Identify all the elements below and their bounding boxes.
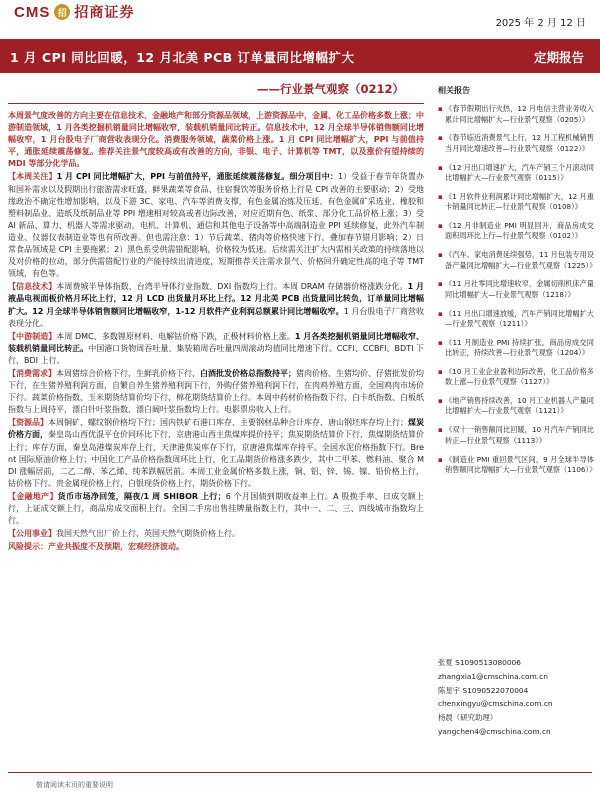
related-report-link[interactable]: 《11 月出口增速放缓，汽车产销同比增幅扩大—行业景气观察（1211）》 xyxy=(445,308,594,328)
logo-text-cn: 招商证券 xyxy=(74,5,135,21)
bullet-icon: ▪ xyxy=(438,308,443,318)
bullet-icon: ▪ xyxy=(438,162,443,172)
bullet-icon: ▪ xyxy=(438,133,443,143)
section-consumption xyxy=(8,368,424,416)
related-report-link[interactable]: 《双十一销售额同比回暖，10 月汽车产销同比转正—行业景气观察（1113）》 xyxy=(445,425,594,445)
brand-logo xyxy=(14,2,134,22)
related-report-link[interactable]: 《制造业 PMI 重回景气区间，9 月全球半导体销售额同比增幅扩大—行业景气观察（1106）》 xyxy=(445,454,597,474)
section-finance xyxy=(8,491,424,527)
section-head: 【金融地产】 xyxy=(8,491,58,501)
related-report-link[interactable]: 《春节假期出行火热，12 月电信主营业务收入累计同比增幅扩大—行业景气观察（0205）》 xyxy=(445,104,594,124)
related-report-item[interactable] xyxy=(438,104,594,125)
analyst-email[interactable]: chenxingyu@cmschina.com.cn xyxy=(438,699,553,709)
report-subtitle: ——行业景气观察（0212） xyxy=(256,82,404,96)
section-head: 【中游制造】 xyxy=(8,331,57,341)
section-head: 【公用事业】 xyxy=(8,529,56,539)
analyst-name: 杨晨（研究助理） xyxy=(438,713,498,723)
related-report-link[interactable]: 《12 月出口增速扩大，汽车产销三个月滚动同比增幅扩大—行业景气观察（0115）》 xyxy=(445,162,594,182)
section-info-tech xyxy=(8,281,424,329)
related-report-link[interactable]: 《12 月非制造业 PMI 明显回升，商品房成交面积周环比上行—行业景气观察（0102）》 xyxy=(445,221,594,241)
page-header xyxy=(0,0,600,30)
analyst-name-cert: 陈星宇 S1090522070004 xyxy=(438,685,529,695)
bullet-icon: ▪ xyxy=(438,396,443,406)
section-text: 本周费城半导体指数、台湾半导体行业指数、DXI 指数均上行。本周 DRAM 存储器价格涨跌分化。 xyxy=(56,282,408,292)
section-bold: 煤炭价格方面， xyxy=(8,418,424,440)
bullet-icon: ▪ xyxy=(438,221,443,231)
related-report-link[interactable]: 《汽车、家电消费延续强势，11 月包装专用设备产量同比增幅扩大—行业景气观察（1225）》 xyxy=(445,250,597,270)
related-report-item[interactable] xyxy=(438,396,594,417)
section-bold: 1 月液晶电视面板价格月环比上行，12 月 LCD 出货量月环比上行。12 月北美 PCB 出货量同比转负，订单量同比增幅扩大。12 月全球半导体销售额同比增幅收窄，1-12 月软件产业利润总额累计同比增幅收窄。 xyxy=(8,282,424,316)
section-text: 6 个月国债到期收益率上行。A 股换手率、日成交额上行，上证成交额上行，商品房成交面积上行。全国二手房出售挂牌量指数上行，其中一、二、三、四线城市指数均上行。 xyxy=(8,491,424,526)
related-report-item[interactable] xyxy=(438,250,597,271)
analyst-info xyxy=(438,656,594,739)
summary-paragraph: 本周景气度改善的方向主要在信息技术、金融地产和部分资源品领域，上游资源品中，金属、化工品价格多数上涨；中游制造领域，1 月各类挖掘机销量同比增幅收窄，装载机销量同比转正。信息技术中，12 月全球半导体销售额同比增幅收窄，1 月台股电子厂商营收表现分化。消费服务领域，蔬菜价格上涨。1 月 CPI 同比增幅扩大，PPI 与前值持平，通胀延续震荡修复。推荐关注景气度较高或有改善的方向，非银、电子、计算机等 TMT，以及涨价有望持续的 MDI 等部分化学品。 xyxy=(8,111,424,169)
related-report-item[interactable] xyxy=(438,309,594,330)
section-head: 【资源品】 xyxy=(8,418,48,428)
section-head: 【信息技术】 xyxy=(8,282,57,292)
section-text: 1）受益于春节年货置办和国补需求以及假期出行旅游需求旺盛，鲜果蔬菜等食品、住宿餐饮等服务价格上行是 CPI 改善的主要驱动；2）受地缘政治不确定性增加影响，以及下游 3C、家电、汽车等消费支撑，有色金属冶炼及压延、有色金属矿采选业、橡胶和塑料制品业、造纸及纸制品业等 PPI 增速相对较高或者边际改善，对应近期有色、纸浆、部分化工品价格上涨；3）受 AI 新品、算力、机器人等需求驱动，电机、计算机、通信和其他电子设备等中高端制造业 PPI 延续修复，此外汽车制造业、仪器仪表制造业等也有所改善。但也需注意：1）节后蔬菜、猪肉等价格快速下行，叠加春节错月影响；2）日常食品领域是 CPI 主要拖累；2）黑色系受供需错配影响，价格较为低迷。后续需关注扩大内需相关政策的持续落地以及对价格的拉动，部分供需错配行业的产能持续出清进度，短期推荐关注需求景气、价格回升确定性高的电子等 TMT 领域，有色等。 xyxy=(8,172,425,279)
bullet-icon: ▪ xyxy=(438,366,443,376)
related-report-item[interactable] xyxy=(438,279,594,300)
section-text: 秦皇岛山西优混平仓价同环比下行，京唐港山西主焦煤库提价持平；焦炭期货结算价下行，焦煤期货结算价上行；库存方面，秦皇岛港煤炭库存上行，天津港焦炭库存下行，京唐港焦煤库存持平。全国水泥价格指数下行。Brent 国际原油价格上行；中国化工产品价格指数周环比上行，化工品期货价格涨多跌少，其中二甲苯、燃料油、聚合 MDI 涨幅居前，二乙二醇、苯乙烯、纯苯跌幅居前。本周工业金属价格多数上涨，铜、铝、锌、锡、镍、铅价格上行，钴价格下行。贵金属现价格上行，白银现货价格上行，期货价格下行。 xyxy=(8,430,424,488)
bullet-icon: ▪ xyxy=(438,425,443,435)
section-focus xyxy=(8,171,424,280)
related-report-item[interactable] xyxy=(438,133,594,154)
report-date: 2025 年 2 月 12 日 xyxy=(495,18,586,29)
bullet-icon: ▪ xyxy=(438,337,443,347)
related-report-link[interactable]: 《11 月制造业 PMI 持续扩张，商品房成交同比转正，持续改善—行业景气观察（1204）》 xyxy=(445,337,594,358)
report-title: 1 月 CPI 同比回暖，12 月北美 PCB 订单量同比增幅扩大 xyxy=(10,50,355,65)
report-type-tag: 定期报告 xyxy=(533,50,584,65)
bullet-icon: ▪ xyxy=(438,104,443,114)
bullet-icon: ▪ xyxy=(438,250,443,260)
bullet-icon: ▪ xyxy=(438,279,443,289)
related-report-item[interactable] xyxy=(438,425,594,446)
related-report-item[interactable] xyxy=(438,221,594,242)
related-report-link[interactable]: 《春节临近消费景气上行，12 月工程机械销售当月同比增速改善—行业景气观察（0122）》 xyxy=(445,133,594,153)
related-report-item[interactable] xyxy=(438,192,594,213)
related-report-item[interactable] xyxy=(438,338,594,359)
related-reports-title: 相关报告 xyxy=(438,86,470,95)
section-head: 【本周关注】 xyxy=(8,172,57,182)
main-body xyxy=(8,110,424,554)
section-text: 猪肉价格、生猪均价、仔猪批发价均下行，在生猪养殖利润方面，自繁自养生猪养殖利润下行，外购仔猪养殖利润下行，在肉鸡养殖方面，全国鸡肉市场价下行。蔬菜价格指数、玉米期货结算价均下行，棉花期货结算价上行。本周中药材价格指数下行，白卡纸指数、白板纸指数与上周持平，漂白针叶浆指数、漂白阔叶浆指数均上行。电影票房收入上行。 xyxy=(8,368,424,415)
logo-text-en: CMS xyxy=(14,3,51,21)
section-bold: 货币市场净回笼，隔夜/1 周 SHIBOR 上行； xyxy=(57,491,226,501)
risk-warning: 风险提示：产业共振度不及预期，宏观经济波动。 xyxy=(8,542,184,552)
footer-divider xyxy=(8,772,592,773)
related-report-link[interactable]: 《11 月社零同比增速收窄，金属切削机床产量同比增幅扩大—行业景气观察（1218）》 xyxy=(445,279,594,299)
section-text: 本周猪综合价格下行，生鲜乳价格下行， xyxy=(56,368,200,378)
section-head: 【消费需求】 xyxy=(8,368,56,378)
related-report-item[interactable] xyxy=(438,367,594,388)
related-report-item[interactable] xyxy=(438,454,597,476)
footer-disclaimer: 敬请阅读末页的重要说明 xyxy=(36,781,113,789)
bullet-icon: ▪ xyxy=(438,454,443,464)
analyst-name-cert: 张夏 S1090513080006 xyxy=(438,658,521,667)
related-report-link[interactable]: 《10 月工业企业盈利边际改善，化工品价格多数上涨—行业景气观察（1127）》 xyxy=(445,366,594,387)
related-report-item[interactable] xyxy=(438,163,594,184)
section-resources xyxy=(8,417,424,490)
section-text: 中国港口货物周吞吐量、集装箱周吞吐量四周滚动均值同比增速下行。CCFI、CCBFI、BDTI 下行，BDI 上行。 xyxy=(8,343,424,365)
section-text: 本周 DMC、多数锂原材料、电解钴价格下跌，正极材料价格上涨。 xyxy=(56,331,295,341)
section-text: 1 月台股电子厂商营收表现分化。 xyxy=(8,306,425,328)
bullet-icon: ▪ xyxy=(438,191,443,201)
section-bold: 1 月 CPI 同比增幅扩大，PPI 与前值持平，通胀延续震荡修复。细分项目中： xyxy=(56,172,338,182)
section-utilities xyxy=(8,528,424,540)
related-report-link[interactable]: 《地产销售持续改善，10 月工业机器人产量同比增幅扩大—行业景气观察（1121）》 xyxy=(445,396,594,416)
related-report-link[interactable]: 《1 月软件业利润累计同比增幅扩大，12 月重卡销量同比转正—行业景气观察（0108）》 xyxy=(445,191,594,212)
section-bold: 白酒批发价格总指数持平； xyxy=(200,368,296,378)
section-text: 本周铜矿、螺纹钢价格均下行；国内铁矿石港口库存、主要钢材品种合计库存、唐山钢坯库存均上行； xyxy=(48,418,408,428)
section-text: 我国天然气出厂价上行，英国天然气期货价格上行。 xyxy=(56,529,240,539)
section-midstream xyxy=(8,331,424,367)
title-divider xyxy=(8,103,424,104)
logo-seal-icon: 招 xyxy=(54,4,70,20)
analyst-email[interactable]: zhangxia1@cmschina.com.cn xyxy=(438,671,548,681)
title-banner xyxy=(0,39,600,73)
related-reports xyxy=(438,86,597,484)
analyst-email[interactable]: yangchen4@cmschina.com.cn xyxy=(438,726,551,736)
section-bold: 1 月各类挖掘机销量同比增幅收窄、装载机销量同比转正。 xyxy=(8,331,424,353)
